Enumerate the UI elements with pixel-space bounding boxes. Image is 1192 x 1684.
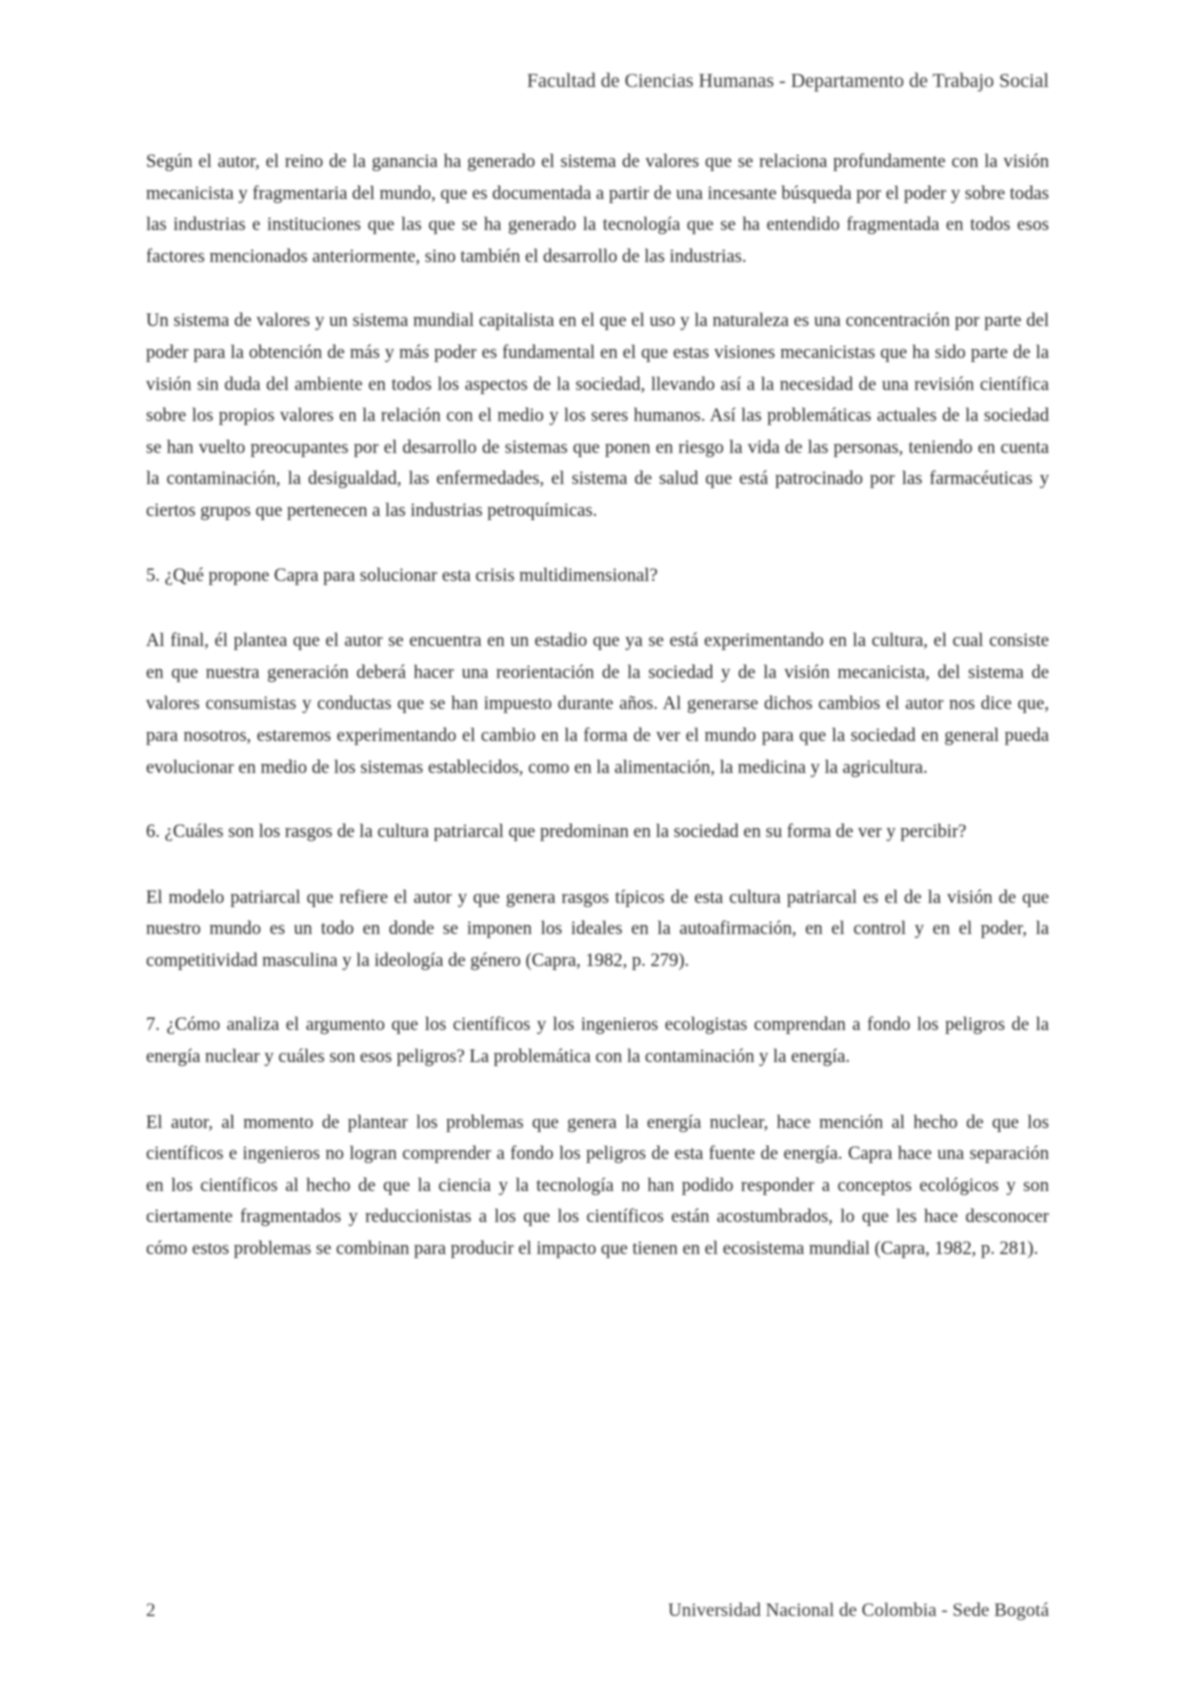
page-number: 2 [146,1600,156,1621]
paragraph: Un sistema de valores y un sistema mundial capitalista en el que el uso y la naturaleza es una concentración por parte del poder para la obtención de más y más poder es fundamental en el que estas visiones mecanicistas que ha sido parte de la visión sin duda del ambiente en todos los aspectos de la sociedad, llevando así a la necesidad de una revisión científica sobre los propios valores en la relación con el medio y los seres humanos. Así las problemáticas actuales de la sociedad se han vuelto preocupantes por el desarrollo de sistemas que ponen en riesgo la vida de las personas, teniendo en cuenta la contaminación, la desigualdad, las enfermedades, el sistema de salud que está patrocinado por las farmacéuticas y ciertos grupos que pertenecen a las industrias petroquímicas. [146,310,1049,521]
paragraph: El modelo patriarcal que refiere el autor y que genera rasgos típicos de esta cultura patriarcal es el de la visión de que nuestro mundo es un todo en donde se imponen los ideales en la autoafirmación, en el control y en el poder, la competitividad masculina y la ideología de género (Capra, 1982, p. 279). [146,886,1049,971]
question-heading: 6. ¿Cuáles son los rasgos de la cultura patriarcal que predominan en la sociedad en su forma de ver y percibir? [146,821,967,843]
question-heading: 5. ¿Qué propone Capra para solucionar esta crisis multidimensional? [146,564,658,586]
page-header: Facultad de Ciencias Humanas - Departamento de Trabajo Social [526,70,1049,92]
footer-institution: Universidad Nacional de Colombia - Sede Bogotá [668,1600,1049,1621]
page-body [146,146,1049,1298]
paragraph: Según el autor, el reino de la ganancia ha generado el sistema de valores que se relaciona profundamente con la visión mecanicista y fragmentaria del mundo, que es documentada a partir de una incesante búsqueda por el poder y sobre todas las industrias e instituciones que las que se ha generado la tecnología que se ha entendido fragmentada en todos esos factores mencionados anteriormente, sino también el desarrollo de las industrias. [146,151,1049,267]
paragraph: El autor, al momento de plantear los problemas que genera la energía nuclear, hace mención al hecho de que los científicos e ingenieros no logran comprender a fondo los peligros de esta fuente de energía. Capra hace una separación en los científicos al hecho de que la ciencia y la tecnología no han podido responder a conceptos ecológicos y son ciertamente fragmentados y reduccionistas a los que los científicos están acostumbrados, lo que les hace desconocer cómo estos problemas se combinan para producir el impacto que tienen en el ecosistema mundial (Capra, 1982, p. 281). [146,1111,1049,1260]
paragraph: Al final, él plantea que el autor se encuentra en un estadio que ya se está experimentando en la cultura, el cual consiste en que nuestra generación deberá hacer una reorientación de la sociedad y de la visión mecanicista, del sistema de valores consumistas y conductas que se han impuesto durante años. Al generarse dichos cambios el autor nos dice que, para nosotros, estaremos experimentando el cambio en la forma de ver el mundo para que la sociedad en general pueda evolucionar en medio de los sistemas establecidos, como en la alimentación, la medicina y la agricultura. [146,630,1049,778]
question-heading: 7. ¿Cómo analiza el argumento que los científicos y los ingenieros ecologistas comprendan a fondo los peligros de la energía nuclear y cuáles son esos peligros? La problemática con la contaminación y la energía. [146,1014,1049,1068]
